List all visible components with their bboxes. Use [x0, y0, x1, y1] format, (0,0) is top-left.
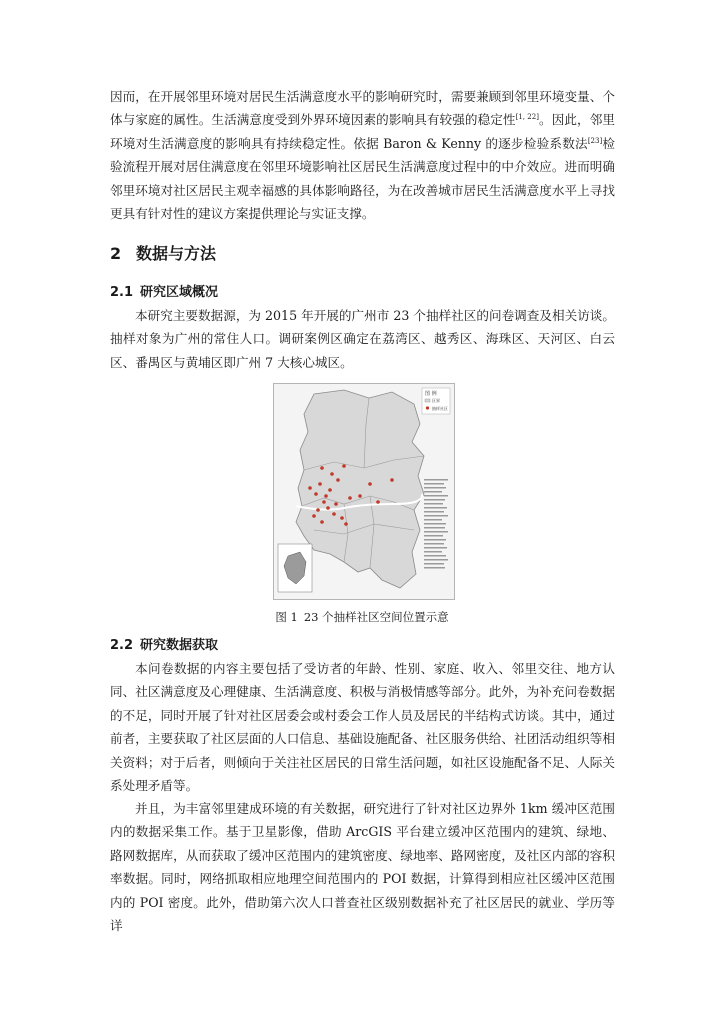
- legend-title: 图 例: [425, 391, 437, 397]
- sample-point: [342, 464, 346, 468]
- sample-point: [328, 488, 332, 492]
- sample-point: [368, 482, 372, 486]
- sample-point: [312, 514, 316, 518]
- legend-swatch-district: [425, 399, 430, 402]
- sample-point: [332, 512, 336, 516]
- sample-point: [390, 478, 394, 482]
- sample-point: [330, 472, 334, 476]
- sample-point: [320, 466, 324, 470]
- community-list: [424, 479, 448, 569]
- sample-point: [314, 492, 318, 496]
- data-collection-paragraph-1: 本问卷数据的内容主要包括了受访者的年龄、性别、家庭、收入、邻里交往、地方认同、社区满意度及心理健康、生活满意度、积极与消极情感等部分。此外，为补充问卷数据的不足，同时开展了针对社区居委会或村委会工作人员及居民的半结构式访谈。其中，通过前者，主要获取了社区层面的人口信息、基础设施配备、社区服务供给、社团活动组织等相关资料；对于后者，则倾向于关注社区居民的日常生活问题，如社区设施配备不足、人际关系处理矛盾等。: [110, 661, 615, 794]
- map-svg: [274, 384, 454, 599]
- subsection-title: 研究数据获取: [140, 638, 219, 653]
- intro-text-c: 检验流程开展对居住满意度在邻里环境影响社区居民生活满意度过程中的中介效应。进而明确邻里环境对社区居民主观幸福感的具体影响路径，为在改善城市居民生活满意度水平上寻找更具有针对性的建议方案提供理论与实证支撑。: [110, 135, 616, 222]
- legend-swatch-point: [426, 406, 429, 409]
- sample-point: [316, 508, 320, 512]
- section-title: 数据与方法: [136, 244, 217, 263]
- citation-1-22: [1, 22]: [515, 113, 539, 122]
- sample-point: [326, 506, 330, 510]
- sample-point: [322, 500, 326, 504]
- study-area-paragraph: 本研究主要数据源，为 2015 年开展的广州市 23 个抽样社区的问卷调查及相关访谈。抽样对象为广州的常住人口。调研案例区确定在荔湾区、越秀区、海珠区、天河区、白云区、番禺区与黄埔区即广州 7 大核心城区。: [110, 308, 615, 370]
- figure-caption-label: 图 1: [275, 610, 298, 624]
- sample-point: [318, 482, 322, 486]
- data-collection-paragraph-2: 并且，为丰富邻里建成环境的有关数据，研究进行了针对社区边界外 1km 缓冲区范围内的数据采集工作。基于卫星影像，借助 ArcGIS 平台建立缓冲区范围内的建筑、绿地、路网数据库，从而获取了缓冲区范围内的建筑密度、绿地率、路网密度，及社区内部的容积率数据。同时，网络抓取相应地理空间范围内的 POI 数据，计算得到相应社区缓冲区范围内的 POI 密度。此外，借助第六次人口普查社区级别数据补充了社区居民的就业、学历等详: [110, 801, 615, 934]
- sample-community-map: [273, 383, 455, 600]
- figure-caption-text: 23 个抽样社区空间位置示意: [303, 610, 449, 624]
- legend-item-point: 抽样社区: [432, 406, 448, 411]
- sample-point: [376, 500, 380, 504]
- subsection-number: 2.2: [110, 638, 134, 653]
- citation-23: [23]: [587, 136, 603, 145]
- legend-item-district: 区界: [432, 398, 440, 403]
- sample-point: [320, 520, 324, 524]
- section-number: 2: [110, 244, 122, 263]
- sample-point: [348, 496, 352, 500]
- figure-caption: [0, 609, 724, 625]
- subsection-2-2-heading: [110, 634, 218, 653]
- subsection-number: 2.1: [110, 285, 134, 300]
- district-map-area: [296, 390, 424, 588]
- intro-text-a: 因而，在开展邻里环境对居民生活满意度水平的影响研究时，需要兼顾到邻里环境变量、个体与家庭的属性。生活满意度受到外界环境因素的影响具有较强的稳定性: [110, 89, 615, 128]
- sample-point: [340, 516, 344, 520]
- sample-point: [344, 522, 348, 526]
- sample-point: [324, 494, 328, 498]
- sample-point: [334, 502, 338, 506]
- intro-text-b: 。因此，邻里环境对生活满意度的影响具有持续稳定性。依据 Baron & Kenny 的逐步检验系数法: [110, 112, 616, 151]
- sample-point: [358, 494, 362, 498]
- sample-point: [308, 486, 312, 490]
- subsection-title: 研究区域概况: [140, 285, 219, 300]
- subsection-2-1-heading: [110, 281, 218, 300]
- intro-paragraph: [110, 85, 615, 225]
- section-2-heading: [110, 241, 216, 264]
- sample-point: [336, 478, 340, 482]
